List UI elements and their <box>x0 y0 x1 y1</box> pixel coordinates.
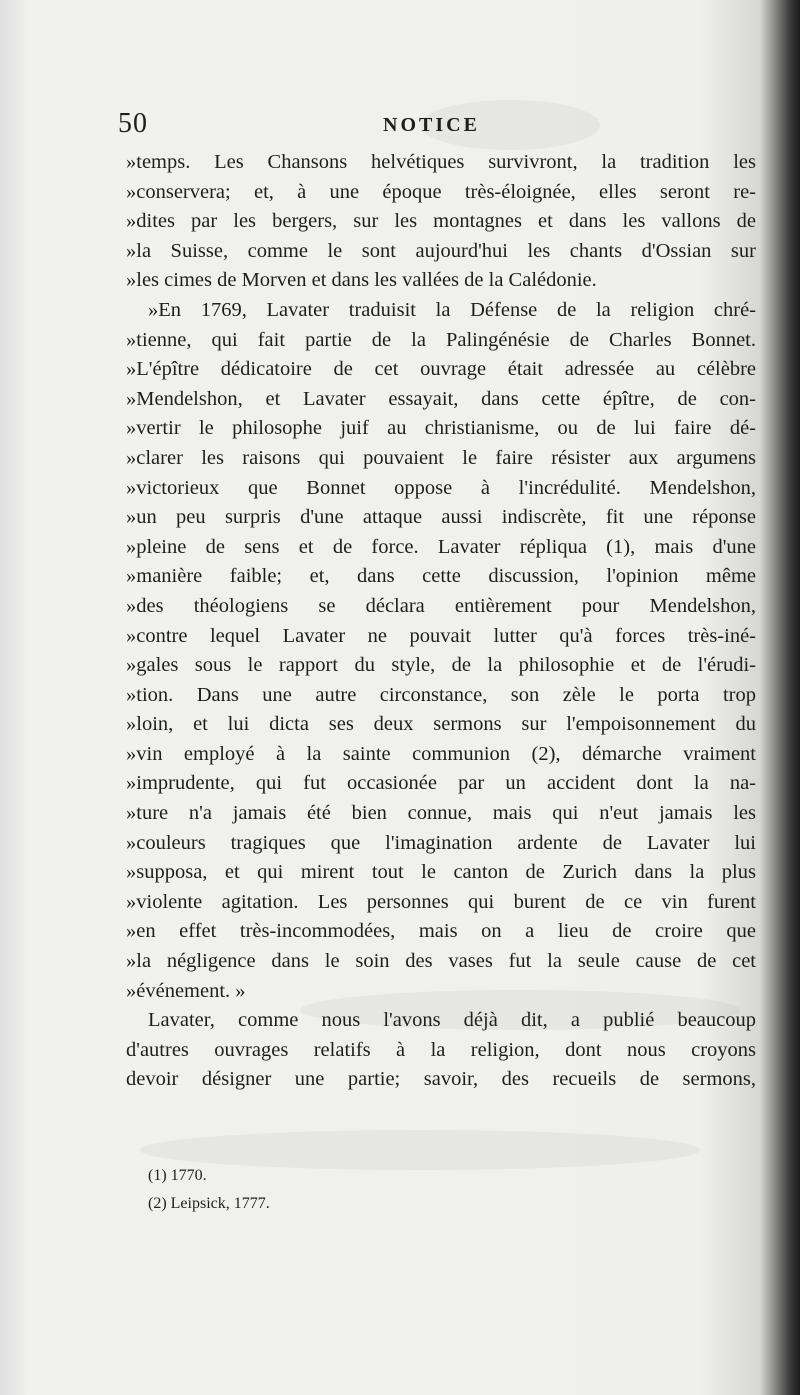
text-line: »En 1769, Lavater traduisit la Défense de la religion chré- <box>148 298 756 321</box>
page-number: 50 <box>118 108 148 139</box>
text-line: »L'épître dédicatoire de cet ouvrage était adressée au célèbre <box>126 358 756 381</box>
text-line: »violente agitation. Les personnes qui burent de ce vin furent <box>126 890 756 913</box>
footnote: (1) 1770. <box>148 1167 207 1184</box>
text-line: »clarer les raisons qui pouvaient le faire résister aux argumens <box>126 446 756 469</box>
paragraph <box>126 148 756 296</box>
running-head: NOTICE <box>383 114 480 136</box>
text-line: »la négligence dans le soin des vases fut la seule cause de cet <box>126 950 756 973</box>
footnote: (2) Leipsick, 1777. <box>148 1195 270 1212</box>
page-header <box>118 108 758 148</box>
paragraph <box>126 1006 756 1095</box>
text-line: »des théologiens se déclara entièrement pour Mendelshon, <box>126 594 756 617</box>
text-line: »imprudente, qui fut occasionée par un accident dont la na- <box>126 772 756 795</box>
text-line: »supposa, et qui mirent tout le canton de Zurich dans la plus <box>126 861 756 884</box>
text-line: »pleine de sens et de force. Lavater répliqua (1), mais d'une <box>126 535 756 558</box>
footnotes <box>148 1162 270 1218</box>
text-line: »tienne, qui fait partie de la Palingénésie de Charles Bonnet. <box>126 328 756 351</box>
text-line: devoir désigner une partie; savoir, des recueils de sermons, <box>126 1068 756 1091</box>
text-line: »tion. Dans une autre circonstance, son zèle le porta trop <box>126 683 756 706</box>
paragraph <box>126 296 756 1006</box>
text-line: »gales sous le rapport du style, de la philosophie et de l'érudi- <box>126 654 756 677</box>
text-line: »ture n'a jamais été bien connue, mais qui n'eut jamais les <box>126 802 756 825</box>
text-line: »temps. Les Chansons helvétiques survivront, la tradition les <box>126 151 756 173</box>
text-line: »contre lequel Lavater ne pouvait lutter qu'à forces très-iné- <box>126 624 756 647</box>
text-line: »couleurs tragiques que l'imagination ardente de Lavater lui <box>126 831 756 854</box>
text-line: »les cimes de Morven et dans les vallées de la Calédonie. <box>126 269 597 292</box>
text-line: »Mendelshon, et Lavater essayait, dans cette épître, de con- <box>126 387 756 410</box>
text-line: »vertir le philosophe juif au christianisme, ou de lui faire dé- <box>126 417 756 440</box>
text-line: »manière faible; et, dans cette discussion, l'opinion même <box>126 565 756 588</box>
text-line: »la Suisse, comme le sont aujourd'hui les chants d'Ossian sur <box>126 239 756 262</box>
text-line: »en effet très-incommodées, mais on a lieu de croire que <box>126 920 756 943</box>
body-text <box>126 148 756 1095</box>
text-line: Lavater, comme nous l'avons déjà dit, a publié beaucoup <box>148 1009 756 1032</box>
text-line: »loin, et lui dicta ses deux sermons sur l'empoisonnement du <box>126 713 756 736</box>
text-line: »un peu surpris d'une attaque aussi indiscrète, fit une réponse <box>126 506 756 529</box>
text-line: »victorieux que Bonnet oppose à l'incrédulité. Mendelshon, <box>126 476 756 499</box>
text-line: »vin employé à la sainte communion (2), démarche vraiment <box>126 742 756 765</box>
text-line: »conservera; et, à une époque très-éloignée, elles seront re- <box>126 180 756 203</box>
text-line: d'autres ouvrages relatifs à la religion, dont nous croyons <box>126 1038 756 1061</box>
text-line: »événement. » <box>126 979 246 1002</box>
text-line: »dites par les bergers, sur les montagnes et dans les vallons de <box>126 210 756 233</box>
